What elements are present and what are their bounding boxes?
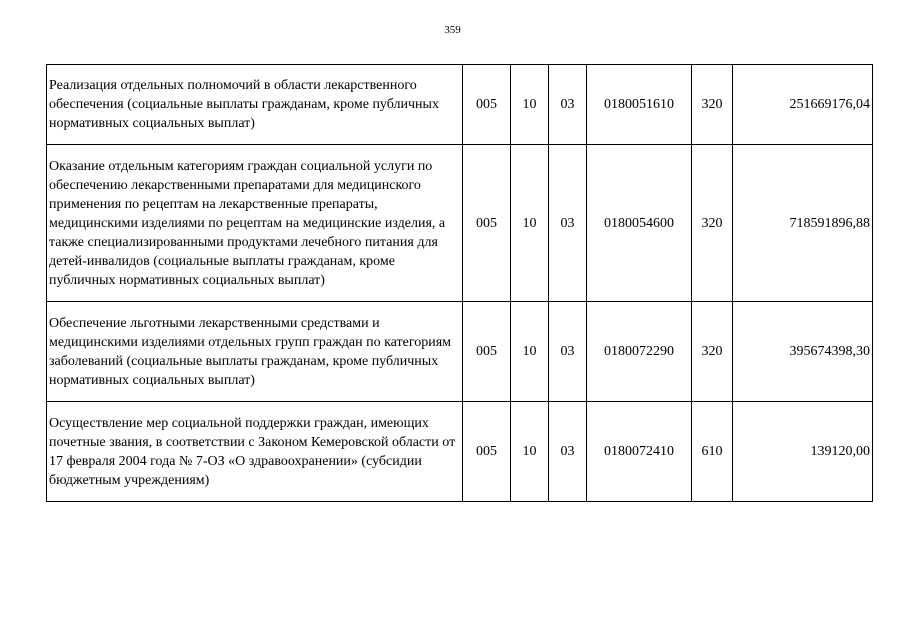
row-expense-type: 320 — [692, 302, 733, 402]
table-row — [47, 145, 873, 302]
row-subsection-code: 03 — [549, 145, 587, 302]
row-subsection-code: 03 — [549, 402, 587, 502]
row-amount: 139120,00 — [733, 402, 873, 502]
row-target-article: 0180054600 — [587, 145, 692, 302]
row-description: Обеспечение льготными лекарственными средствами и медицинскими изделиями отдельных групп граждан по категориям заболеваний (социальные выплаты гражданам, кроме публичных нормативных социальных выплат) — [47, 302, 463, 402]
row-description: Осуществление мер социальной поддержки граждан, имеющих почетные звания, в соответствии с Законом Кемеровской области от 17 февраля 2004 года № 7-ОЗ «О здравоохранении» (субсидии бюджетным учреждениям) — [47, 402, 463, 502]
row-ministry-code: 005 — [463, 145, 511, 302]
table-row — [47, 402, 873, 502]
row-ministry-code: 005 — [463, 302, 511, 402]
row-section-code: 10 — [511, 302, 549, 402]
row-ministry-code: 005 — [463, 402, 511, 502]
row-subsection-code: 03 — [549, 302, 587, 402]
row-amount: 395674398,30 — [733, 302, 873, 402]
budget-table — [46, 64, 873, 502]
row-description: Оказание отдельным категориям граждан социальной услуги по обеспечению лекарственными препаратами для медицинского применения по рецептам на лекарственные препараты, медицинскими изделиями по рецептам на медицинские изделия, а также специализированными продуктами лечебного питания для детей-инвалидов (социальные выплаты гражданам, кроме публичных нормативных социальных выплат) — [47, 145, 463, 302]
page-number: 359 — [444, 24, 461, 36]
row-section-code: 10 — [511, 65, 549, 145]
row-target-article: 0180051610 — [587, 65, 692, 145]
row-section-code: 10 — [511, 402, 549, 502]
row-target-article: 0180072410 — [587, 402, 692, 502]
row-amount: 718591896,88 — [733, 145, 873, 302]
table-row — [47, 65, 873, 145]
row-subsection-code: 03 — [549, 65, 587, 145]
table-row — [47, 302, 873, 402]
row-ministry-code: 005 — [463, 65, 511, 145]
row-amount: 251669176,04 — [733, 65, 873, 145]
row-description: Реализация отдельных полномочий в области лекарственного обеспечения (социальные выплаты гражданам, кроме публичных нормативных социальных выплат) — [47, 65, 463, 145]
row-expense-type: 610 — [692, 402, 733, 502]
row-expense-type: 320 — [692, 145, 733, 302]
row-expense-type: 320 — [692, 65, 733, 145]
row-section-code: 10 — [511, 145, 549, 302]
row-target-article: 0180072290 — [587, 302, 692, 402]
